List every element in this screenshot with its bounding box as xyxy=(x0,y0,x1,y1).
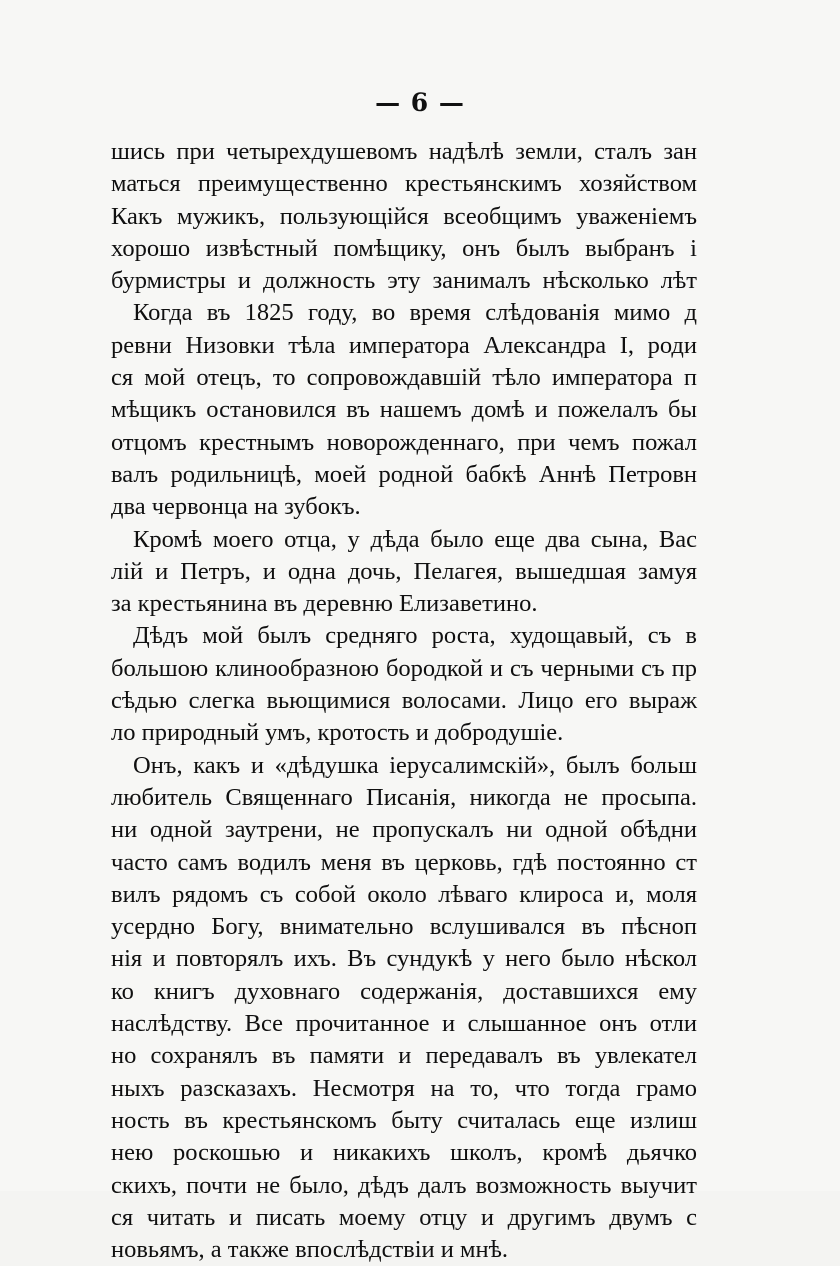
text-line: часто самъ водилъ меня въ церковь, гдѣ постоянно ст xyxy=(111,848,697,876)
text-line: Кромѣ моего отца, у дѣда было еще два сына, Вас xyxy=(133,525,697,553)
text-line: ревни Низовки тѣла императора Александра I, роди xyxy=(111,331,697,359)
text-line: ся мой отецъ, то сопровождавшій тѣло императора п xyxy=(111,364,697,392)
text-line: наслѣдству. Все прочитанное и слышанное онъ отли xyxy=(111,1010,697,1038)
text-line: бурмистры и должность эту занималъ нѣсколько лѣт xyxy=(111,267,697,295)
text-line: маться преимущественно крестьянскимъ хозяйством xyxy=(111,170,697,198)
text-line: ко книгъ духовнаго содержанія, доставшихся ему xyxy=(111,977,697,1005)
text-line: отцомъ крестнымъ новорожденнаго, при чемъ пожал xyxy=(111,428,697,456)
text-line: любитель Священнаго Писанія, никогда не просыпа. xyxy=(111,783,697,811)
text-line: Дѣдъ мой былъ средняго роста, худощавый, съ в xyxy=(133,622,697,650)
text-line: но сохранялъ въ памяти и передавалъ въ увлекател xyxy=(111,1042,697,1070)
text-line: лій и Петръ, и одна дочь, Пелагея, вышедшая замуя xyxy=(111,557,697,585)
text-line: сѣдью слегка вьющимися волосами. Лицо его выраж xyxy=(111,687,697,715)
text-line: хорошо извѣстный помѣщику, онъ былъ выбранъ і xyxy=(111,234,697,262)
text-line: Когда въ 1825 году, во время слѣдованія мимо д xyxy=(133,299,697,327)
text-line: ся читать и писать моему отцу и другимъ двумъ с xyxy=(111,1203,697,1231)
text-line: за крестьянина въ деревню Елизаветино. xyxy=(111,590,538,618)
text-line: усердно Богу, внимательно вслушивался въ пѣсноп xyxy=(111,913,697,941)
text-line: Онъ, какъ и «дѣдушка іерусалимскій», былъ больш xyxy=(133,751,697,779)
text-line: скихъ, почти не было, дѣдъ далъ возможность выучит xyxy=(111,1171,697,1199)
text-line: шись при четырехдушевомъ надѣлѣ земли, сталъ зан xyxy=(111,138,697,165)
text-line: нею роскошью и никакихъ школъ, кромѣ дьячко xyxy=(111,1139,697,1167)
text-line: ло природный умъ, кротость и добродушіе. xyxy=(111,719,564,747)
text-line: новьямъ, а также впослѣдствіи и мнѣ. xyxy=(111,1236,509,1264)
text-line: нія и повторялъ ихъ. Въ сундукѣ у него было нѣскол xyxy=(111,945,697,973)
text-line: большою клинообразною бородкой и съ черными съ пр xyxy=(111,654,697,682)
text-line: ность въ крестьянскомъ быту считалась еще излиш xyxy=(111,1106,697,1134)
text-line: ни одной заутрени, не пропускалъ ни одной обѣдни xyxy=(111,816,697,844)
text-line: ныхъ разсказахъ. Несмотря на то, что тогда грамо xyxy=(111,1074,697,1102)
page-number: — 6 — xyxy=(375,88,465,117)
text-line: вилъ рядомъ съ собой около лѣваго клироса и, моля xyxy=(111,880,697,908)
page-body-text xyxy=(111,136,697,1264)
text-line: два червонца на зубокъ. xyxy=(111,493,361,521)
text-line: мѣщикъ остановился въ нашемъ домѣ и пожелалъ бы xyxy=(111,396,697,424)
text-line: Какъ мужикъ, пользующійся всеобщимъ уваженіемъ xyxy=(111,202,697,230)
text-line: валъ родильницѣ, моей родной бабкѣ Аннѣ Петровн xyxy=(111,460,697,488)
